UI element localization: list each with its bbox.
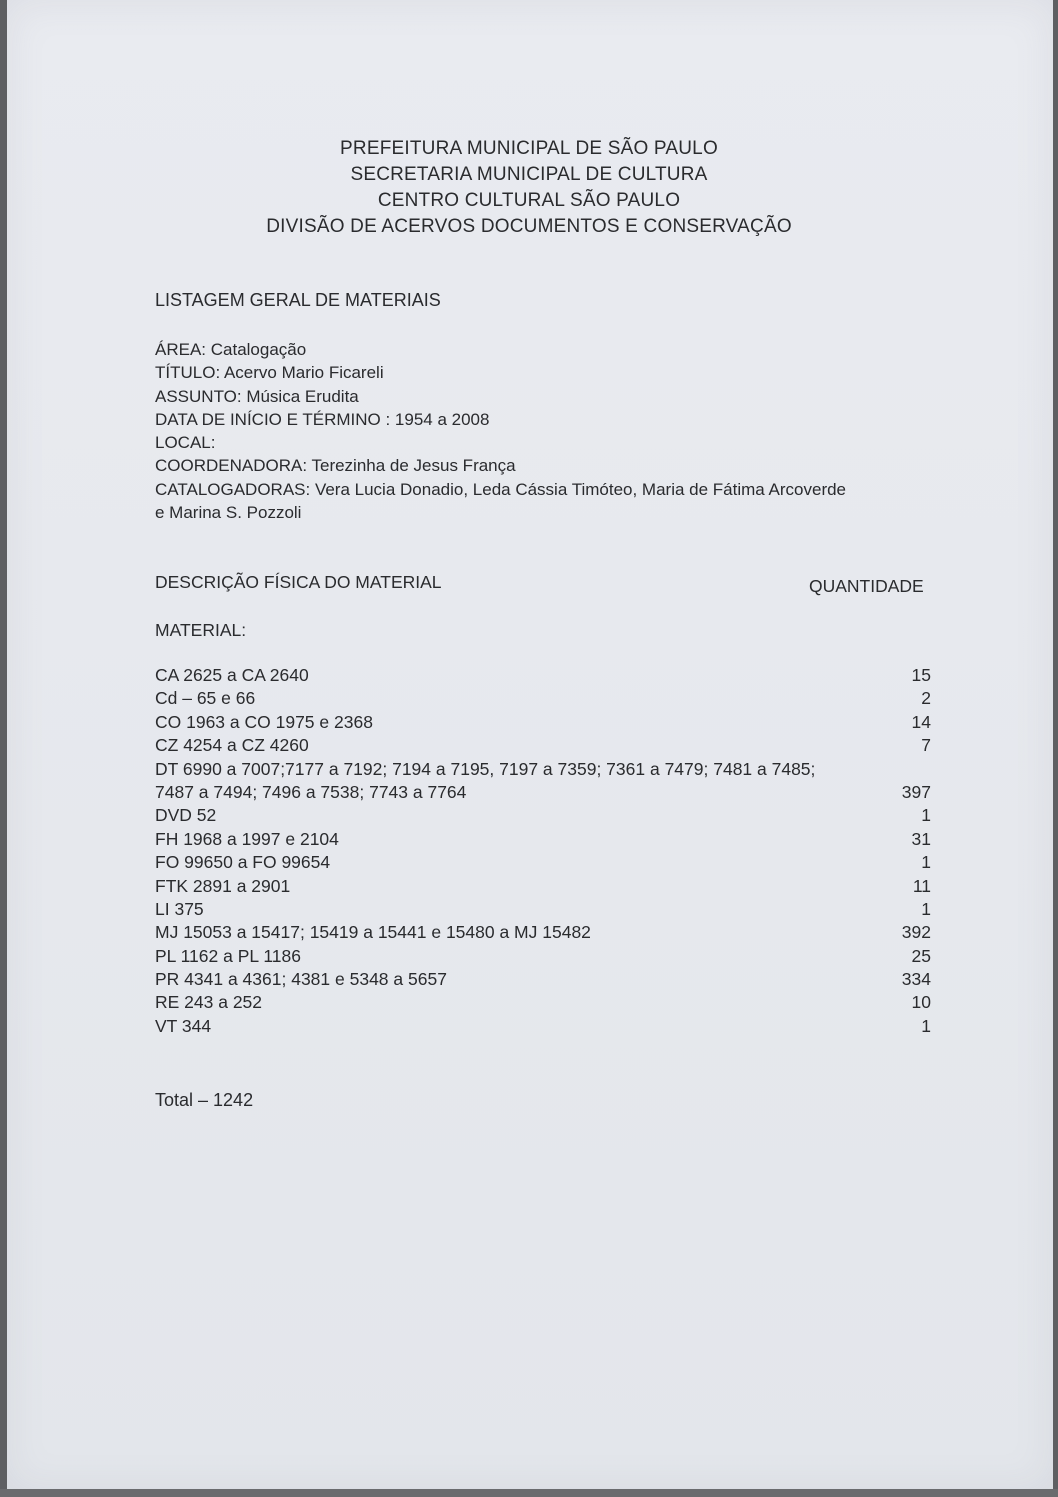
item-description: VT 344	[155, 1015, 212, 1036]
list-item	[155, 828, 935, 851]
item-description	[155, 758, 815, 805]
total-count: Total – 1242	[155, 1090, 254, 1110]
list-item	[155, 991, 935, 1014]
list-item	[155, 758, 935, 805]
item-quantity: 11	[912, 875, 931, 896]
list-item	[155, 851, 935, 874]
list-item	[155, 945, 935, 968]
meta-coordenadora: COORDENADORA: Terezinha de Jesus França	[155, 456, 516, 476]
meta-local: LOCAL:	[155, 433, 216, 453]
item-quantity: 392	[901, 922, 931, 943]
item-description: CA 2625 a CA 2640	[155, 665, 309, 685]
list-item	[155, 804, 935, 827]
list-item	[155, 921, 935, 944]
item-description: FO 99650 a FO 99654	[155, 852, 331, 873]
meta-assunto: ASSUNTO: Música Erudita	[155, 386, 359, 406]
meta-catalogadoras: CATALOGADORAS: Vera Lucia Donadio, Leda Cássia Timóteo, Maria de Fátima Arcoverde	[155, 479, 847, 499]
list-item	[155, 711, 935, 734]
item-description: PL 1162 a PL 1186	[155, 945, 301, 966]
scan-bottom-edge	[0, 1489, 1058, 1497]
item-description: Cd – 65 e 66	[155, 688, 256, 709]
item-description: MJ 15053 a 15417; 15419 a 15441 e 15480 a MJ 15482	[155, 922, 591, 943]
item-quantity: 397	[901, 781, 931, 802]
meta-data: DATA DE INÍCIO E TÉRMINO : 1954 a 2008	[155, 409, 490, 429]
meta-area: ÁREA: Catalogação	[155, 340, 307, 359]
item-quantity: 25	[911, 945, 931, 966]
item-quantity: 14	[911, 711, 931, 732]
description-column-header: DESCRIÇÃO FÍSICA DO MATERIAL	[155, 572, 442, 592]
header-line: CENTRO CULTURAL SÃO PAULO	[377, 190, 681, 211]
metadata-block	[155, 338, 846, 524]
item-description: FTK 2891 a 2901	[155, 875, 291, 896]
meta-catalogadoras-continued: e Marina S. Pozzoli	[155, 503, 302, 523]
item-quantity: 1	[921, 852, 931, 873]
quantity-column-header: QUANTIDADE	[809, 576, 924, 596]
item-quantity: 1	[921, 805, 931, 826]
item-description-line: 7487 a 7494; 7496 a 7538; 7743 a 7764	[155, 781, 467, 802]
listing-title: LISTAGEM GERAL DE MATERIAIS	[155, 290, 441, 310]
meta-titulo: TÍTULO: Acervo Mario Ficareli	[155, 363, 384, 383]
item-description: PR 4341 a 4361; 4381 e 5348 a 5657	[155, 969, 447, 990]
item-description: CO 1963 a CO 1975 e 2368	[155, 711, 373, 732]
item-quantity: 15	[911, 664, 931, 685]
item-description: CZ 4254 a CZ 4260	[155, 735, 309, 756]
item-quantity: 2	[921, 688, 931, 709]
item-quantity: 1	[921, 898, 931, 919]
list-item	[155, 1015, 935, 1038]
item-quantity: 10	[911, 992, 931, 1013]
materials-list	[155, 664, 935, 1038]
item-description: FH 1968 a 1997 e 2104	[155, 828, 339, 849]
item-description-line: DT 6990 a 7007;7177 a 7192; 7194 a 7195, 7197 a 7359; 7361 a 7479; 7481 a 7485;	[155, 758, 816, 779]
list-item	[155, 875, 935, 898]
list-item	[155, 898, 935, 921]
item-quantity: 7	[921, 735, 931, 756]
item-description: RE 243 a 252	[155, 992, 263, 1013]
item-quantity: 334	[901, 969, 931, 990]
header-line: PREFEITURA MUNICIPAL DE SÃO PAULO	[340, 138, 718, 159]
list-item	[155, 734, 935, 757]
material-label: MATERIAL:	[155, 620, 247, 640]
list-item	[155, 687, 935, 710]
item-quantity: 31	[911, 828, 931, 849]
item-description: LI 375	[155, 898, 204, 919]
item-quantity: 1	[921, 1015, 931, 1036]
document-header	[0, 136, 1058, 240]
header-line: DIVISÃO DE ACERVOS DOCUMENTOS E CONSERVAÇÃO	[266, 216, 792, 237]
header-line: SECRETARIA MUNICIPAL DE CULTURA	[350, 164, 708, 185]
list-item	[155, 968, 935, 991]
list-item	[155, 664, 935, 687]
item-description: DVD 52	[155, 805, 217, 826]
